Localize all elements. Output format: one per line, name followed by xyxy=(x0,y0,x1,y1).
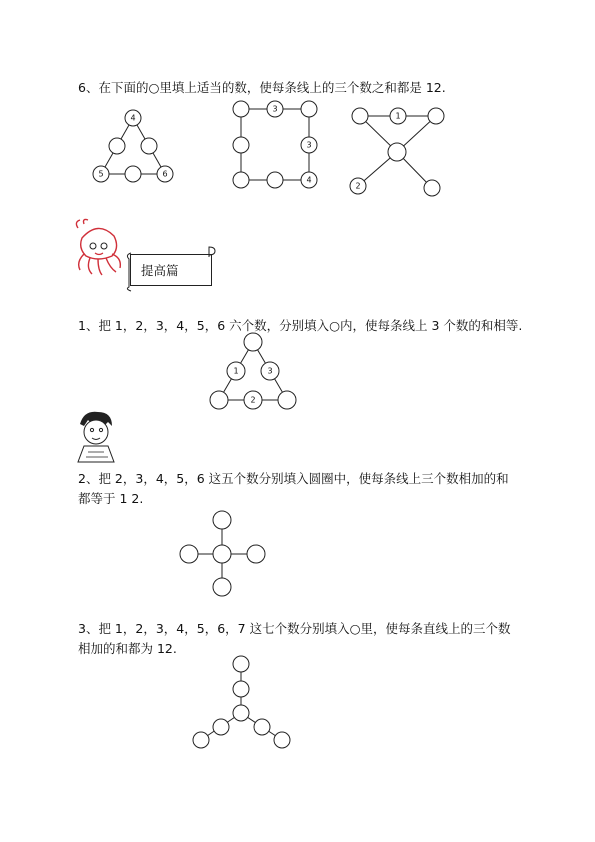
num-left-mid: 1 xyxy=(233,366,239,376)
q6-text: 6、在下面的○里填上适当的数，使每条线上的三个数之和都是 12. xyxy=(78,80,446,95)
circle-left-mid[interactable] xyxy=(213,719,229,735)
num-bottom-left: 2 xyxy=(355,181,361,191)
num-top: 1 xyxy=(395,111,401,121)
num-left: 5 xyxy=(98,169,104,179)
circle-center[interactable] xyxy=(233,705,249,721)
p2-line2: 都等于 1 2. xyxy=(78,491,144,506)
circle-top[interactable] xyxy=(233,656,249,672)
circle-bottom-right[interactable] xyxy=(274,732,290,748)
section-title: 提高篇 xyxy=(141,263,179,278)
circle-upper[interactable] xyxy=(233,681,249,697)
p3-line1: 3、把 1，2，3，4，5，6，7 这七个数分别填入○里，使每条直线上的三个数 xyxy=(78,621,511,636)
p3-line2: 相加的和都为 12. xyxy=(78,641,177,656)
circle-right-mid[interactable] xyxy=(254,719,270,735)
circle-bottom-left[interactable] xyxy=(193,732,209,748)
num-right: 6 xyxy=(162,169,168,179)
num-top: 3 xyxy=(272,104,278,114)
num-right: 3 xyxy=(306,140,312,150)
p1-text: 1、把 1，2，3，4，5，6 六个数，分别填入○内，使每条线上 3 个数的和相等. xyxy=(78,318,523,333)
num-bottom: 4 xyxy=(306,175,312,185)
num-bottom-mid: 2 xyxy=(250,395,256,405)
num-right-mid: 3 xyxy=(267,366,273,376)
p2-line1: 2、把 2，3，4，5，6 这五个数分别填入圆圈中，使每条线上三个数相加的和 xyxy=(78,471,509,486)
num-top: 4 xyxy=(130,113,136,123)
